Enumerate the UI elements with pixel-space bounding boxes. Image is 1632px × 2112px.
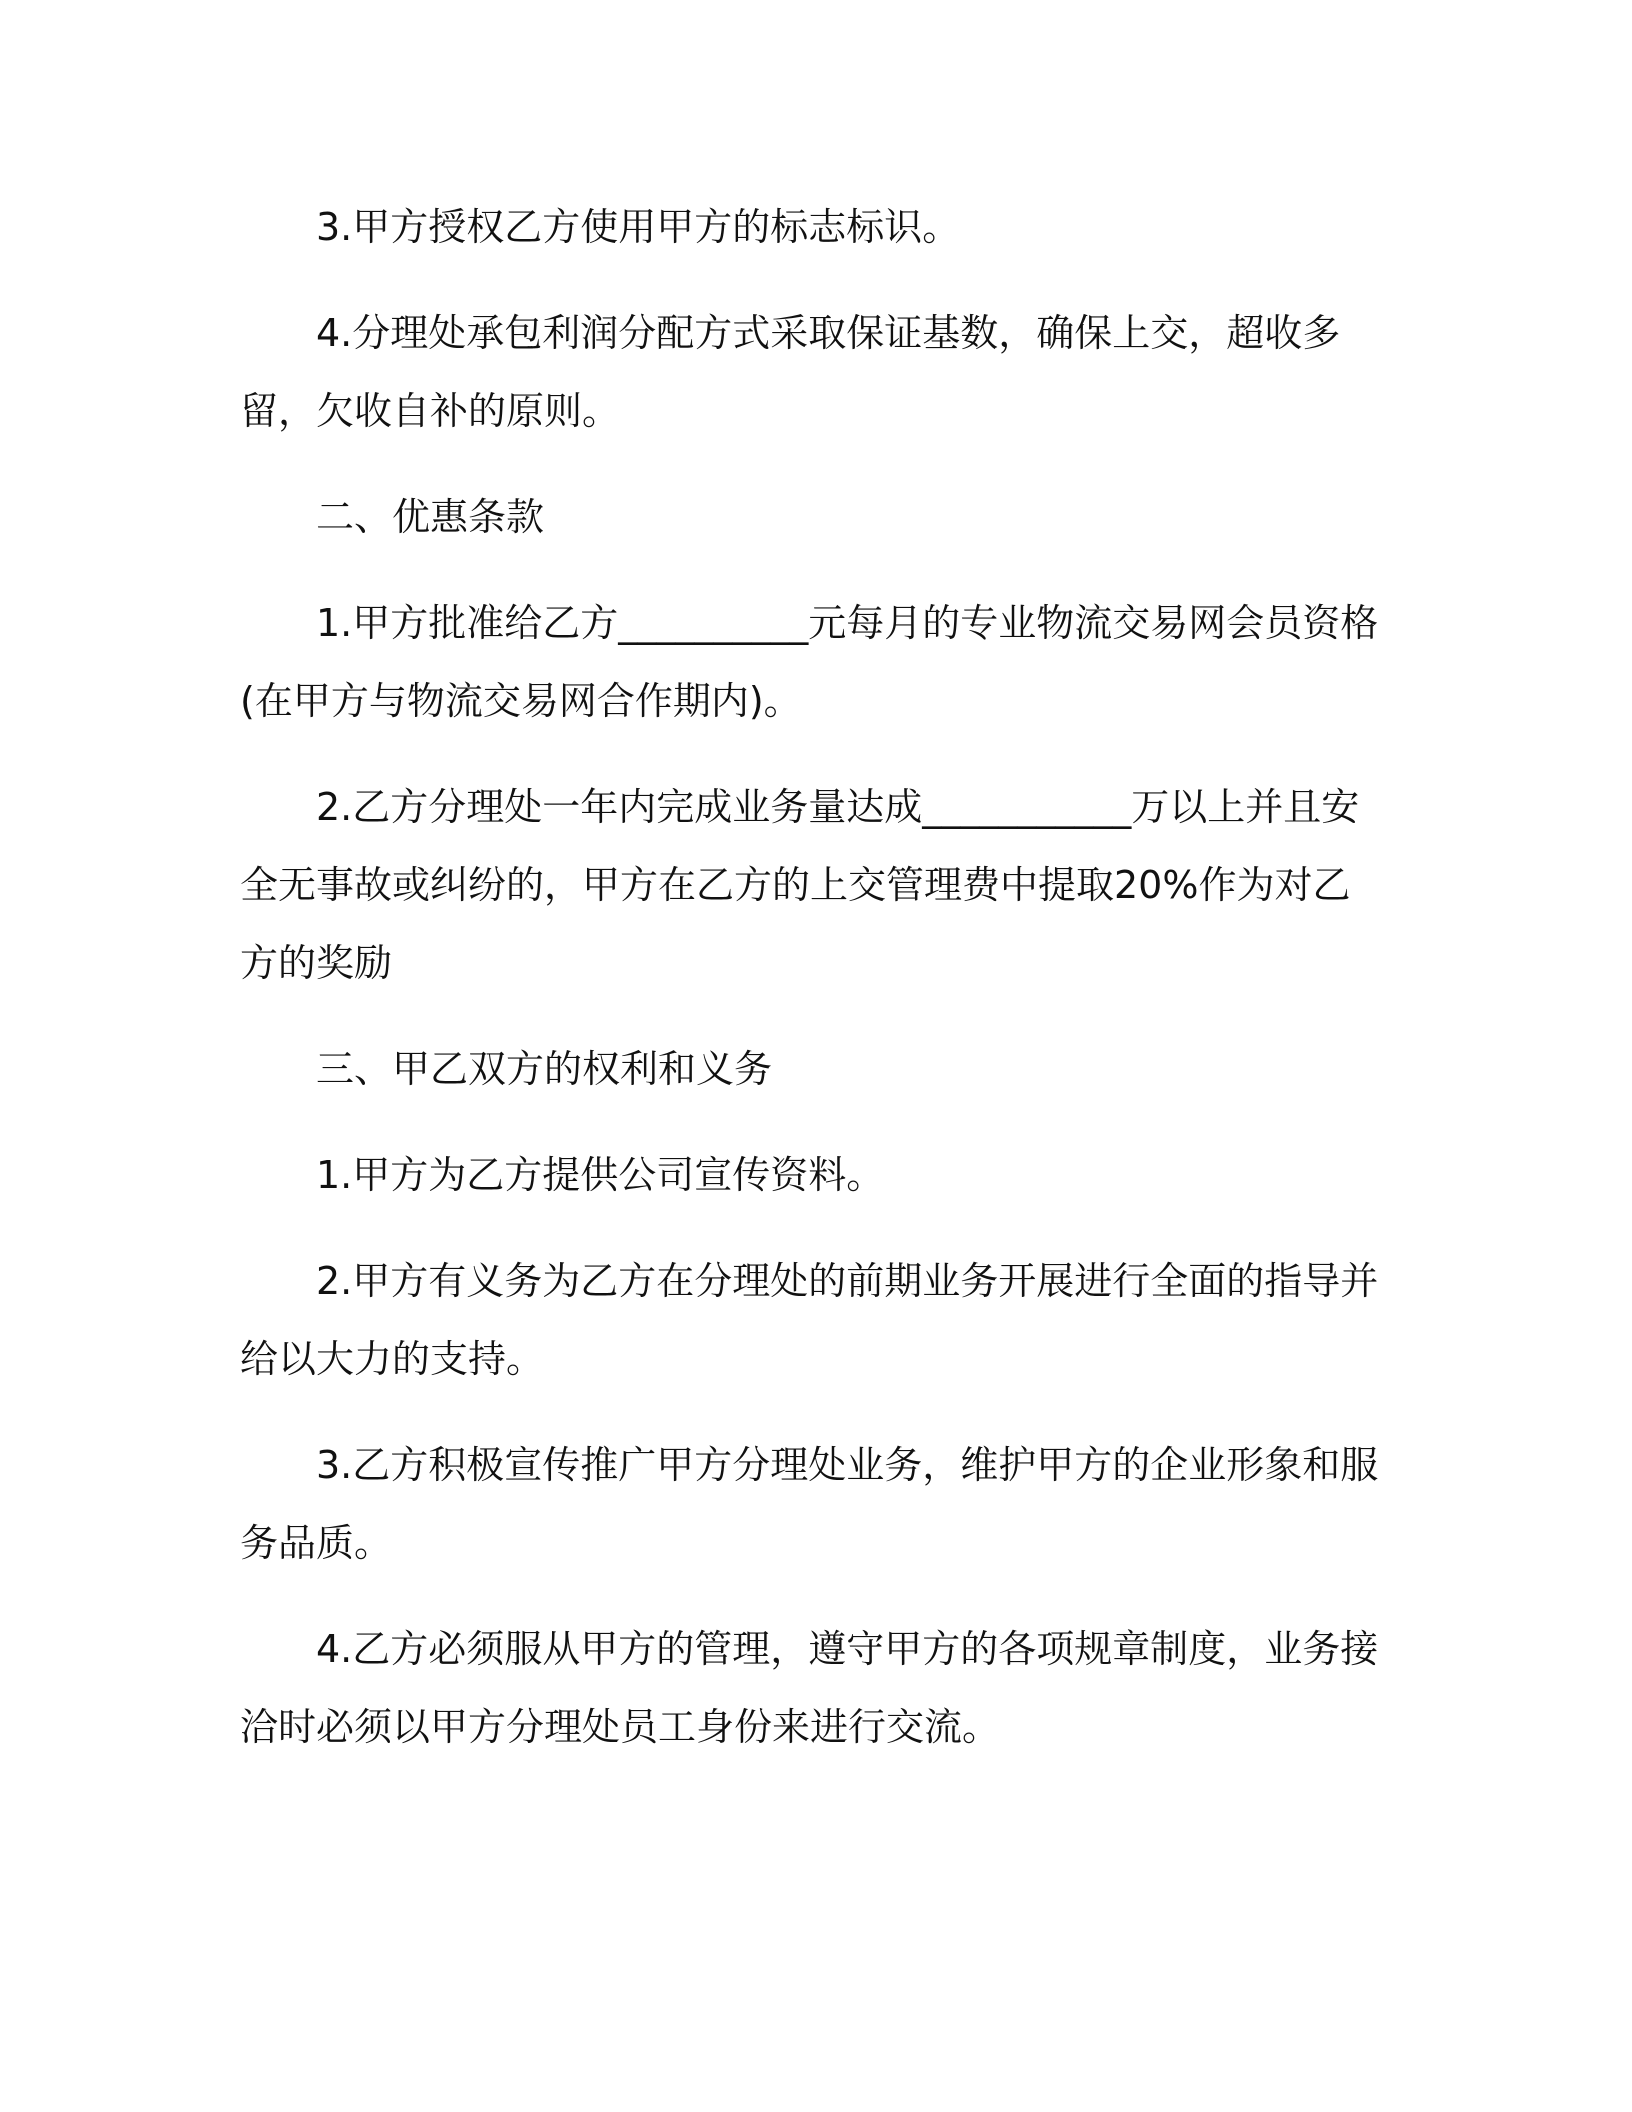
clause-paragraph: 3.甲方授权乙方使用甲方的标志标识。 (316, 205, 961, 249)
clause-paragraph: 1.甲方批准给乙方__________元每月的专业物流交易网会员资格(在甲方与物流交易网合作期内)。 (240, 601, 1379, 723)
clause-paragraph: 2.甲方有义务为乙方在分理处的前期业务开展进行全面的指导并给以大力的支持。 (240, 1259, 1379, 1381)
clause-paragraph: 1.甲方为乙方提供公司宣传资料。 (316, 1153, 885, 1197)
section-heading: 二、优惠条款 (316, 495, 545, 539)
clause-paragraph: 4.分理处承包利润分配方式采取保证基数，确保上交，超收多留，欠收自补的原则。 (240, 311, 1341, 433)
document-body (240, 188, 1380, 1766)
section-heading: 三、甲乙双方的权利和义务 (316, 1047, 773, 1091)
clause-paragraph: 4.乙方必须服从甲方的管理，遵守甲方的各项规章制度，业务接洽时必须以甲方分理处员工身份来进行交流。 (240, 1627, 1379, 1749)
clause-paragraph: 3.乙方积极宣传推广甲方分理处业务，维护甲方的企业形象和服务品质。 (240, 1443, 1379, 1565)
clause-paragraph: 2.乙方分理处一年内完成业务量达成___________万以上并且安全无事故或纠纷的，甲方在乙方的上交管理费中提取20%作为对乙方的奖励 (240, 785, 1360, 985)
